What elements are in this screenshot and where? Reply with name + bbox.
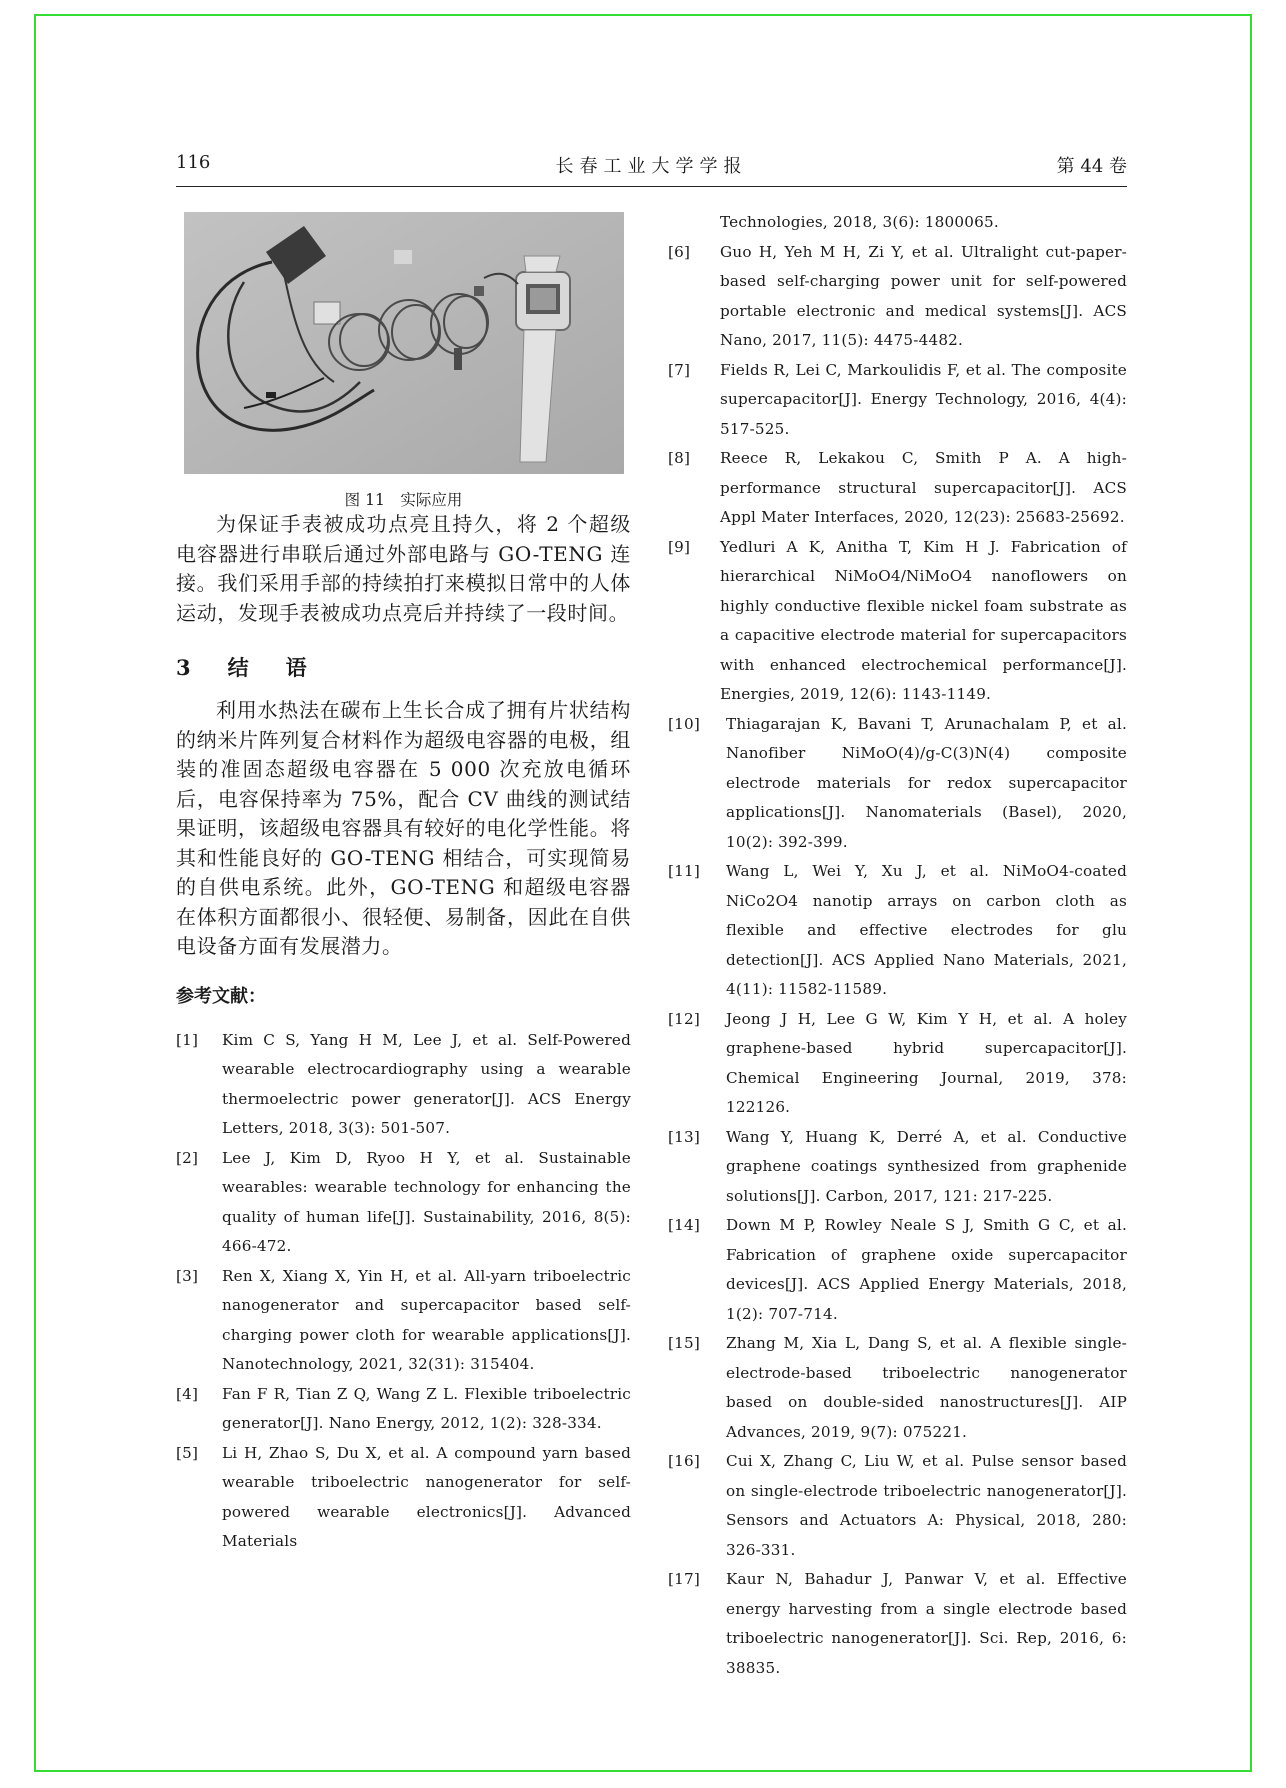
reference-item: [6] Guo H, Yeh M H, Zi Y, et al. Ultralight cut-paper-based self-charging power unit for self-powered portable electronic and medical systems[J]. ACS Nano, 2017, 11(5): 4475-4482. — [668, 242, 1127, 349]
section-title: 3 结 语 — [176, 655, 315, 680]
left-column — [176, 200, 631, 1557]
reference-item: [5] Li H, Zhao S, Du X, et al. A compound yarn based wearable triboelectric nanogenerator for self-powered wearable electronics[J]. Advanced Materials — [176, 1443, 631, 1550]
reference-item: [15] Zhang M, Xia L, Dang S, et al. A flexible single-electrode-based triboelectric nanogenerator based on double-sided nanostructures[J]. AIP Advances, 2019, 9(7): 075221. — [668, 1334, 1127, 1441]
figure-caption: 图 11 实际应用 — [344, 491, 463, 509]
reference-item: [16] Cui X, Zhang C, Liu W, et al. Pulse sensor based on single-electrode triboelectric nanogenerator[J]. Sensors and Actuators A: Physical, 2018, 280: 326-331. — [668, 1452, 1127, 1559]
reference-item: [4] Fan F R, Tian Z Q, Wang Z L. Flexible triboelectric generator[J]. Nano Energy, 2012, 1(2): 328-334. — [176, 1384, 631, 1432]
figure-photo — [184, 212, 624, 474]
header-rule — [176, 186, 1127, 187]
running-header — [176, 152, 1127, 190]
reference-item: [14] Down M P, Rowley Neale S J, Smith G C, et al. Fabrication of graphene oxide supercapacitor devices[J]. ACS Applied Energy Materials, 2018, 1(2): 707-714. — [668, 1216, 1127, 1323]
page-number: 116 — [176, 152, 211, 173]
reference-item: [11] Wang L, Wei Y, Xu J, et al. NiMoO4-coated NiCo2O4 nanotip arrays on carbon cloth as flexible and effective electrodes for glu detection[J]. ACS Applied Nano Materials, 2021, 4(11): 11582-11589. — [668, 862, 1127, 998]
volume-label: 第 44 卷 — [1056, 156, 1127, 177]
body-paragraph-1: 为保证手表被成功点亮且持久，将 2 个超级电容器进行串联后通过外部电路与 GO-TENG 连接。我们采用手部的持续拍打来模拟日常中的人体运动，发现手表被成功点亮后并持续了一段时间。 — [176, 512, 631, 625]
reference-item: [8] Reece R, Lekakou C, Smith P A. A high-performance structural supercapacitor[J]. ACS Appl Mater Interfaces, 2020, 12(23): 25683-25692. — [668, 449, 1127, 526]
reference-item: [3] Ren X, Xiang X, Yin H, et al. All-yarn triboelectric nanogenerator and supercapacitor based self-charging power cloth for wearable applications[J]. Nanotechnology, 2021, 32(31): 315404. — [176, 1266, 631, 1373]
right-column — [668, 208, 1127, 1683]
body-paragraph-2: 利用水热法在碳布上生长合成了拥有片状结构的纳米片阵列复合材料作为超级电容器的电极，组装的准固态超级电容器在 5 000 次充放电循环后，电容保持率为 75%，配合 CV 曲线的测试结果证明，该超级电容器具有较好的电化学性能。将其和性能良好的 GO-TENG 相结合，可实现简易的自供电系统。此外，GO-TENG 和超级电容器在体积方面都很小、很轻便、易制备，因此在自供电设备方面有发展潜力。 — [176, 698, 631, 958]
reference-item: [1] Kim C S, Yang H M, Lee J, et al. Self-Powered wearable electrocardiography using a wearable thermoelectric power generator[J]. ACS Energy Letters, 2018, 3(3): 501-507. — [176, 1030, 631, 1137]
figure-illustration — [184, 212, 624, 474]
journal-title: 长春工业大学学报 — [555, 156, 748, 177]
reference-item: [9] Yedluri A K, Anitha T, Kim H J. Fabrication of hierarchical NiMoO4/NiMoO4 nanoflowers on highly conductive flexible nickel foam substrate as a capacitive electrode material for supercapacitors with enhanced electrochemical performance[J]. Energies, 2019, 12(6): 1143-1149. — [668, 537, 1127, 703]
references-title: 参考文献： — [176, 985, 266, 1007]
reference-continuation: Technologies, 2018, 3(6): 1800065. — [720, 213, 999, 231]
reference-item: [2] Lee J, Kim D, Ryoo H Y, et al. Sustainable wearables: wearable technology for enhancing the quality of human life[J]. Sustainability, 2016, 8(5): 466-472. — [176, 1148, 631, 1255]
reference-item: [13] Wang Y, Huang K, Derré A, et al. Conductive graphene coatings synthesized from graphenide solutions[J]. Carbon, 2017, 121: 217-225. — [668, 1127, 1127, 1205]
reference-item: [10] Thiagarajan K, Bavani T, Arunachalam P, et al. Nanofiber NiMoO(4)/g-C(3)N(4) composite electrode materials for redox supercapacitor applications[J]. Nanomaterials (Basel), 2020, 10(2): 392-399. — [668, 714, 1127, 851]
reference-item: [17] Kaur N, Bahadur J, Panwar V, et al. Effective energy harvesting from a single electrode based triboelectric nanogenerator[J]. Sci. Rep, 2016, 6: 38835. — [668, 1570, 1127, 1677]
reference-item: [12] Jeong J H, Lee G W, Kim Y H, et al. A holey graphene-based hybrid supercapacitor[J]. Chemical Engineering Journal, 2019, 378: 122126. — [668, 1009, 1127, 1116]
reference-item: [7] Fields R, Lei C, Markoulidis F, et al. The composite supercapacitor[J]. Energy Technology, 2016, 4(4): 517-525. — [668, 360, 1127, 438]
